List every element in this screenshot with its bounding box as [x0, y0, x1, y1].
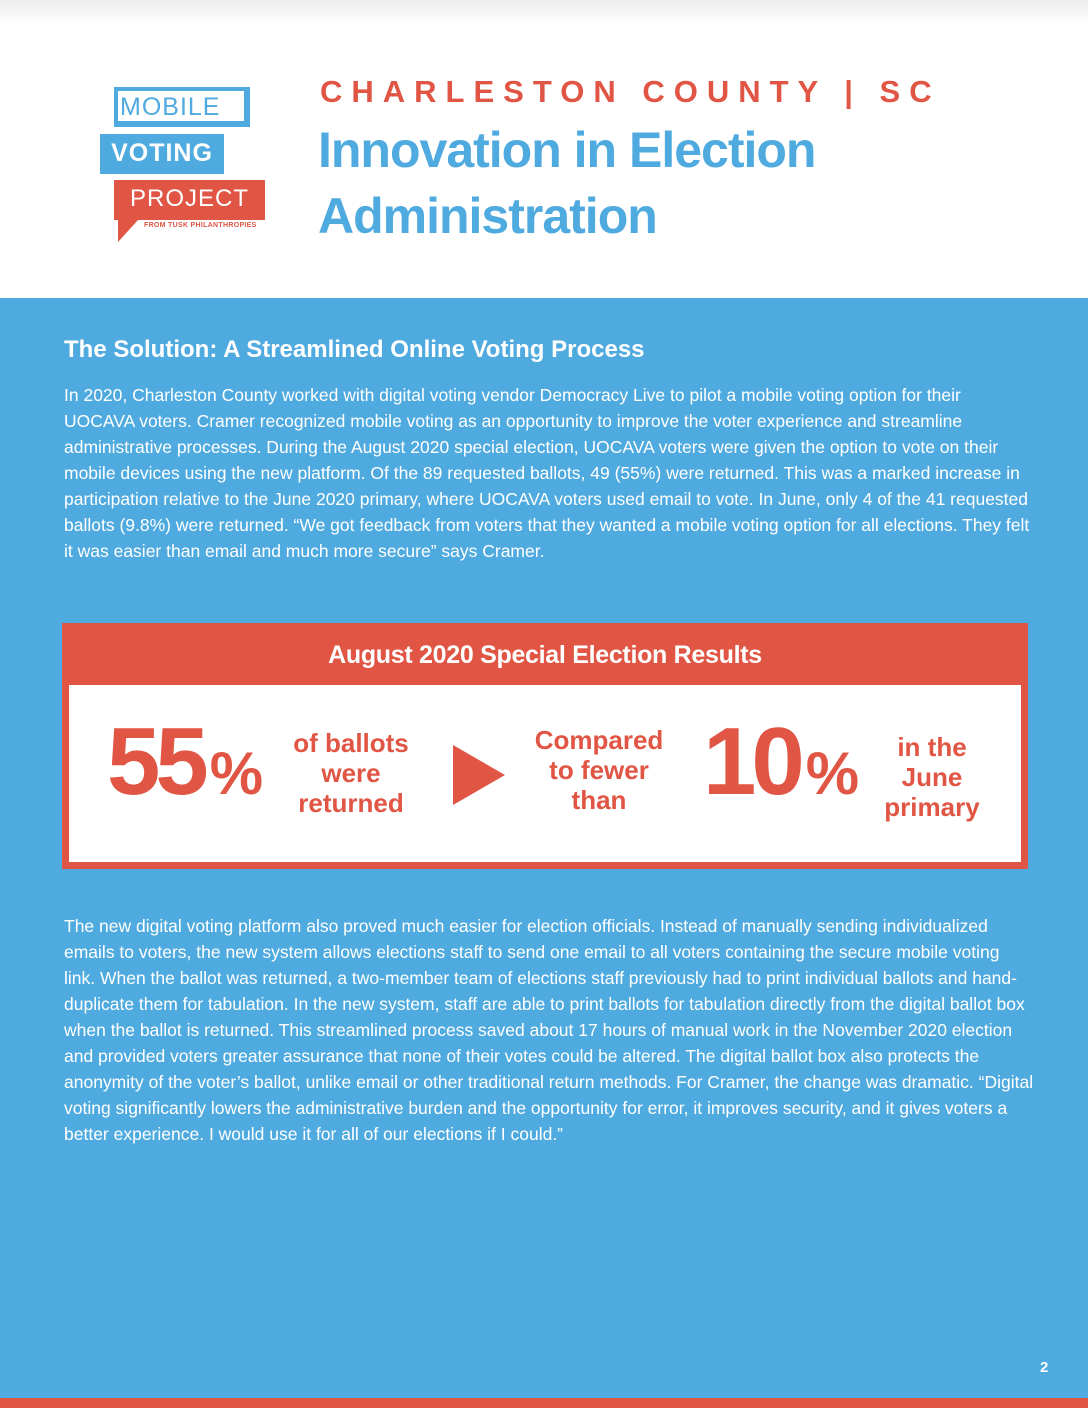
officials-paragraph: The new digital voting platform also proved much easier for election officials. Instead of manually sending individualized emails to voters, the new system allows elections staff to send one email to all voters containing the secure mobile voting link. When the ballot was returned, a two-member team of elections staff previously had to print individual ballots and hand-duplicate them for tabulation. In the new system, staff are able to print ballots for tabulation directly from the digital ballot box when the ballot is returned. This streamlined process saved about 17 hours of manual work in the November 2020 election and provided voters greater assurance that none of their votes could be altered. The digital ballot box also protects the anonymity of the voter’s ballot, unlike email or other traditional return methods. For Cramer, the change was dramatic. “Digital voting significantly lowers the administrative burden and the opportunity for error, it improves security, and it gives voters a better experience. I would use it for all of our elections if I could.”	[64, 916, 1034, 1144]
logo-project-text: PROJECT	[129, 185, 249, 212]
page-number: 2	[1040, 1359, 1049, 1376]
page-header	[0, 0, 1088, 298]
logo-speech-tail-icon	[118, 220, 138, 242]
stat-june-percent	[703, 707, 859, 817]
results-box	[62, 623, 1028, 869]
logo-project-box	[114, 180, 265, 220]
stat2-unit: %	[805, 740, 860, 807]
stat1-label: of ballots were returned	[293, 728, 409, 818]
county-eyebrow: CHARLESTON COUNTY | SC	[320, 74, 941, 109]
logo-tagline: FROM TUSK PHILANTHROPIES	[144, 222, 257, 229]
compare-label: Compared to fewer than	[534, 725, 664, 815]
stat2-value: 10	[703, 708, 800, 815]
section-title: The Solution: A Streamlined Online Voting Process	[64, 336, 645, 363]
bottom-accent-bar	[0, 1398, 1088, 1408]
logo-mobile-box	[114, 87, 250, 127]
stat-returned-percent	[107, 707, 263, 817]
logo-voting-text: VOTING	[111, 139, 213, 167]
logo-voting-box	[100, 134, 224, 174]
solution-paragraph: In 2020, Charleston County worked with digital voting vendor Democracy Live to pilot a mobile voting option for their UOCAVA voters. Cramer recognized mobile voting as an opportunity to improve the voter experience and streamline administrative processes. During the August 2020 special election, UOCAVA voters were given the option to vote on their mobile devices using the new platform. Of the 89 requested ballots, 49 (55%) were returned. This was a marked increase in participation relative to the June 2020 primary, where UOCAVA voters used email to vote. In June, only 4 of the 41 requested ballots (9.8%) were returned. “We got feedback from voters that they wanted a mobile voting option for all elections. They felt it was easier than email and much more secure” says Cramer.	[64, 385, 1030, 561]
stat1-value: 55	[107, 708, 204, 815]
results-title: August 2020 Special Election Results	[328, 641, 762, 669]
stat2-label: in the June primary	[884, 732, 980, 822]
page-title: Innovation in Election Administration	[318, 122, 816, 244]
stat1-unit: %	[209, 740, 264, 807]
play-arrow-icon	[453, 745, 505, 805]
logo-mobile-text: MOBILE	[120, 93, 221, 121]
header-shade	[0, 0, 1088, 24]
results-panel	[69, 685, 1021, 862]
